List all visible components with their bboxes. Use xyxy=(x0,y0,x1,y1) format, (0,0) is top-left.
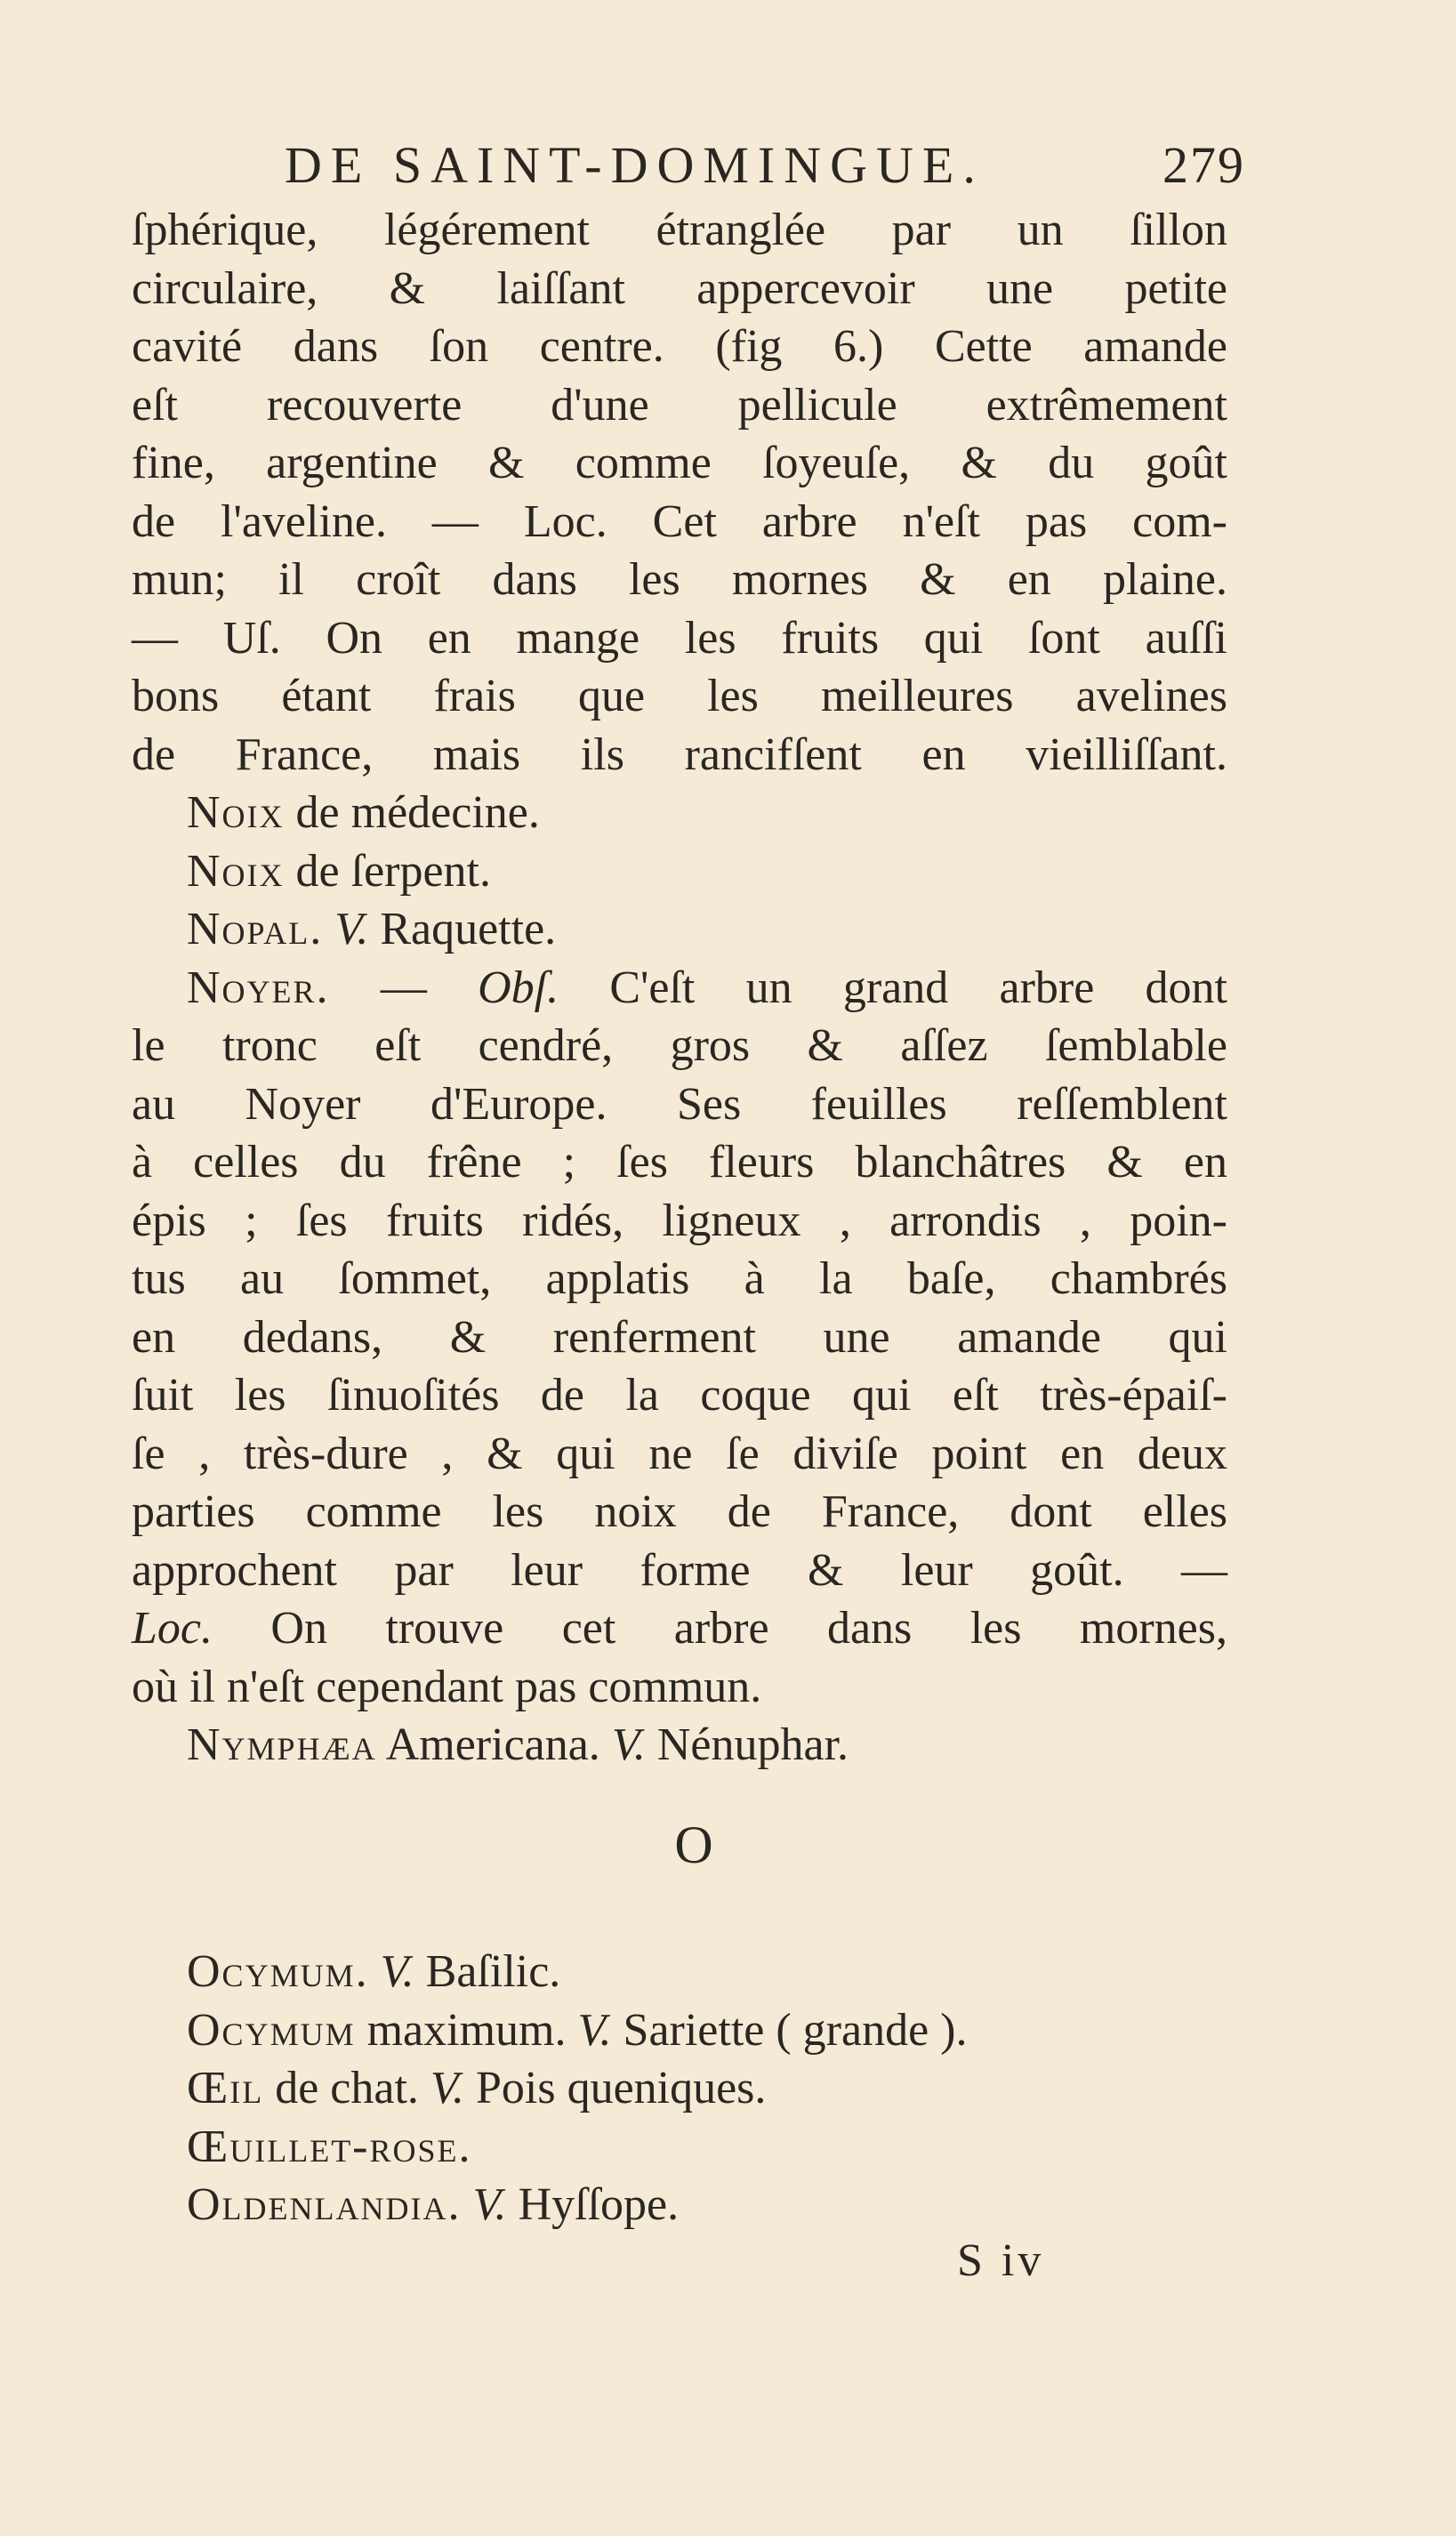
text-line: le tronc eſt cendré, gros & aſſez ſemblable xyxy=(132,1020,1227,1071)
entry-ocymum xyxy=(187,1943,1236,2001)
entry-text: Sariette ( grande ). xyxy=(611,2004,968,2056)
text-line: en dedans, & renferment une amande qui xyxy=(132,1311,1227,1363)
entry-nopal xyxy=(132,900,1227,959)
entry-noyer-first-line xyxy=(132,959,1227,1018)
entry-ref: V. xyxy=(566,2004,612,2056)
entry-head: Œil xyxy=(187,2063,264,2113)
page-header xyxy=(285,135,1245,197)
entry-ref: V. xyxy=(368,1946,414,1997)
text-line: mun; il croît dans les mornes & en plaine. xyxy=(132,554,1227,605)
entry-text: Pois queniques. xyxy=(463,2063,767,2113)
entry-text: Raquette. xyxy=(368,904,557,954)
entry-head: Ocymum. xyxy=(187,1946,369,1997)
entry-text: Americana. xyxy=(376,1719,600,1770)
text-line: ſphérique, légérement étranglée par un ſillon xyxy=(132,205,1227,255)
entry-oeuillet-rose xyxy=(187,2118,1236,2177)
signature-mark: S iv xyxy=(957,2235,1045,2286)
text-line: épis ; ſes fruits ridés, ligneux , arrondis , poin- xyxy=(132,1195,1227,1246)
section-o-entries xyxy=(187,1943,1236,2234)
entry-text: Hyſſope. xyxy=(506,2179,680,2230)
entry-noix-medecine xyxy=(132,784,1227,842)
text-line: circulaire, & laiſſant appercevoir une petite xyxy=(132,262,1227,314)
text-line: eſt recouverte d'une pellicule extrêmement xyxy=(132,379,1227,431)
entry-noix-serpent xyxy=(132,842,1227,901)
entry-oldenlandia xyxy=(187,2176,1236,2234)
entry-ref: V. xyxy=(418,2063,464,2113)
entry-noyer-loc-line xyxy=(132,1599,1227,1658)
entry-dash: — xyxy=(329,962,479,1013)
entry-head: Nymphæa xyxy=(187,1719,377,1770)
section-letter: O xyxy=(674,1815,713,1874)
main-text xyxy=(132,201,1227,1775)
entry-head: Ocymum xyxy=(187,2004,356,2056)
entry-text: Baſilic. xyxy=(414,1946,561,1997)
entry-ref: V. xyxy=(323,904,369,954)
entry-head: Noyer. xyxy=(187,962,330,1013)
entry-head: Noix xyxy=(187,845,285,897)
text-line: cavité dans ſon centre. (fig 6.) Cette amande xyxy=(132,321,1227,372)
text-line: approchent par leur forme & leur goût. — xyxy=(132,1544,1227,1596)
entry-text: de médecine. xyxy=(284,787,540,838)
text-line: — Uſ. On en mange les fruits qui ſont auſſi xyxy=(132,612,1227,664)
text-line: au Noyer d'Europe. Ses feuilles reſſemblent xyxy=(132,1078,1227,1130)
text-line: de France, mais ils rancifſent en vieilliſſant. xyxy=(132,729,1227,780)
text-line: tus au ſommet, applatis à la baſe, chambrés xyxy=(132,1253,1227,1304)
entry-text: Nénuphar. xyxy=(645,1719,849,1770)
entry-head: Nopal. xyxy=(187,904,324,954)
entry-text: maximum. xyxy=(355,2004,567,2056)
text-line: parties comme les noix de France, dont elles xyxy=(132,1486,1227,1537)
running-title: DE SAINT-DOMINGUE. xyxy=(285,136,985,194)
entry-head: Œuillet-rose. xyxy=(187,2121,472,2172)
entry-ref: V. xyxy=(461,2179,507,2230)
text-line: ſe , très-dure , & qui ne ſe diviſe point en deux xyxy=(132,1428,1227,1479)
text-line: à celles du frêne ; ſes fleurs blanchâtres & en xyxy=(132,1137,1227,1187)
page-number: 279 xyxy=(1162,136,1245,194)
entry-obs: Obſ. xyxy=(478,962,559,1013)
entry-text: de chat. xyxy=(263,2063,419,2113)
entry-head: Oldenlandia. xyxy=(187,2179,462,2230)
entry-text: de ſerpent. xyxy=(284,845,491,897)
entry-text: C'eſt un grand arbre dont xyxy=(559,962,1228,1013)
text-line: fine, argentine & comme ſoyeuſe, & du goût xyxy=(132,438,1227,488)
text-line: où il n'eſt cependant pas commun. xyxy=(132,1661,762,1712)
text-line: ſuit les ſinuoſités de la coque qui eſt très-épaiſ- xyxy=(132,1370,1227,1421)
entry-text: On trouve cet arbre dans les mornes, xyxy=(213,1603,1227,1654)
entry-ocymum-maximum xyxy=(187,2001,1236,2060)
entry-loc: Loc. xyxy=(132,1603,213,1654)
text-line: de l'aveline. — Loc. Cet arbre n'eſt pas com- xyxy=(132,495,1227,547)
entry-oeil-de-chat xyxy=(187,2059,1236,2118)
entry-nymphaea xyxy=(132,1716,1227,1775)
entry-ref: V. xyxy=(599,1719,646,1770)
text-line: bons étant frais que les meilleures avelines xyxy=(132,671,1227,721)
entry-head: Noix xyxy=(187,787,285,838)
